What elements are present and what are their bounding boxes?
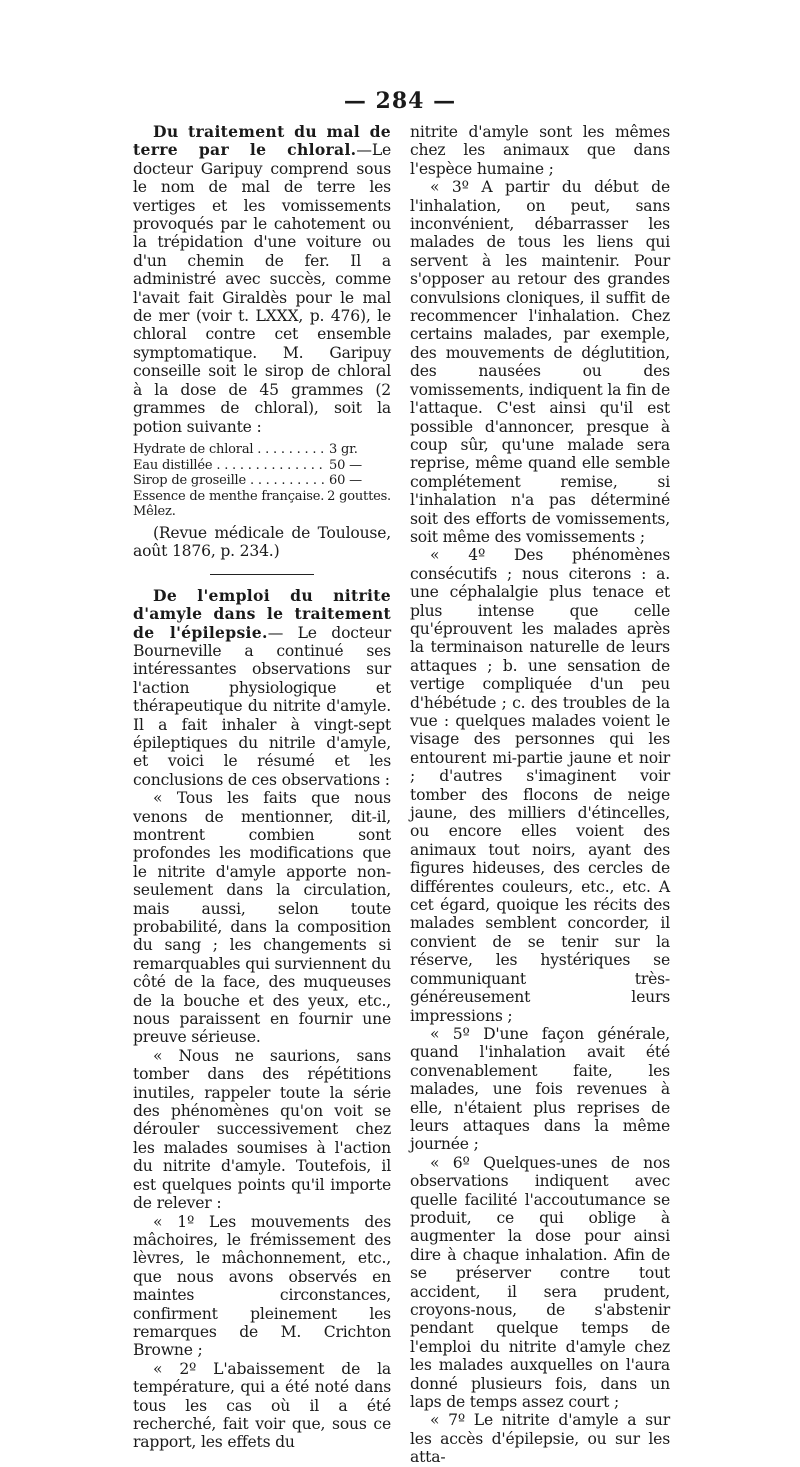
recipe-item: Hydrate de chloral . . . 3 gr. [133,442,391,458]
page-number: — 284 — [343,88,457,114]
recipe-item: Sirop de groseille . . . 60 — [133,473,391,489]
article-heading-nitrite: De l'emploi du nitrite d'amyle dans le traitement de l'épilepsie. [133,585,391,642]
article-body-chloral: —Le docteur Garipuy comprend sous le nom de mal de terre les vertiges et les vomissements provoqués par le cahotement ou la trépidation d'une voiture ou d'un chemin de fer. Il a administré avec succès, comme l'avait fait Giraldès pour le mal de mer (voir t. LXXX, p. 476), le chloral contre cet ensemble symptomatique. M. Garipuy conseille soit le sirop de chloral à la dose de 45 grammes (2 grammes de chloral), soit la potion suivante : [133,141,391,436]
paragraph: « Nous ne saurions, sans tomber dans des répétitions inutiles, rappeler toute la série des phénomènes qu'on voit se dérouler successivement chez les malades soumises à l'action du nitrite d'amyle. Toutefois, il est quelques points qu'il importe de relever : [133,1046,391,1213]
paragraph: « 2º L'abaissement de la température, qui a été noté dans tous les cas où il a été recherché, fait voir que, sous ce rapport, les effets du [133,1359,391,1452]
paragraph: « 5º D'une façon générale, quand l'inhalation avait été convenablement faite, les malades, une fois revenues à elle, n'étaient plus reprises de leurs attaques dans la même journée ; [410,1024,670,1154]
paragraph: « 3º A partir du début de l'inhalation, on peut, sans inconvénient, débarrasser les malades de tous les liens qui servent à les maintenir. Pour s'opposer au retour des grandes convulsions cloniques, il suffit de recommencer l'inhalation. Chez certains malades, par exemple, des mouvements de déglutition, des nausées ou des vomissements, indiquent la fin de l'attaque. C'est ainsi qu'il est possible d'annoncer, presque à coup sûr, qu'une malade sera reprise, même quand elle semble complétement remise, si l'inhalation n'a pas déterminé soit des efforts de vomissements, soit même des vomissements ; [410,178,670,546]
left-column [133,123,391,1452]
paragraph: « Tous les faits que nous venons de mentionner, dit-il, montrent combien sont profondes les modifications que le nitrite d'amyle apporte non-seulement dans la circulation, mais aussi, selon toute probabilité, dans la composition du sang ; les changements si remarquables qui surviennent du côté de la face, des muqueuses de la bouche et des yeux, etc., nous paraissent en fournir une preuve sérieuse. [133,789,391,1047]
right-column [410,123,670,1467]
paragraph: « 4º Des phénomènes consécutifs ; nous citerons : a. une céphalalgie plus tenace et plus intense que celle qu'éprouvent les malades après la terminaison naturelle de leurs attaques ; b. une sensation de vertige compliquée d'un peu d'hébétude ; c. des troubles de la vue : quelques malades voient le visage des personnes qui les entourent mi-partie jaune et noir ; d'autres s'imaginent voir tomber des flocons de neige jaune, des milliers d'étincelles, ou encore elles voient des animaux tout noirs, ayant des figures hideuses, des cercles de différentes couleurs, etc., etc. A cet égard, quoique les récits des malades semblent concorder, il convient de se tenir sur la réserve, les hystériques se communiquant très-généreusement leurs impressions ; [410,546,670,1025]
recipe-item: Eau distillée . . . 50 — [133,458,391,474]
recipe-list [133,442,391,520]
paragraph-continuation: nitrite d'amyle sont les mêmes chez les animaux que dans l'espèce humaine ; [410,123,670,178]
article-nitrite-intro [133,587,391,789]
paragraph: « 6º Quelques-unes de nos observations indiquent avec quelle facilité l'accoutumance se produit, ce qui oblige à augmenter la dose pour ainsi dire à chaque inhalation. Afin de se préserver contre tout accident, il sera prudent, croyons-nous, de s'abstenir pendant quelque temps de l'emploi du nitrite d'amyle chez les malades auxquelles on l'aura donné plusieurs fois, dans un laps de temps assez court ; [410,1153,670,1412]
article-chloral [133,123,391,436]
paragraph: « 7º Le nitrite d'amyle a sur les accès d'épilepsie, ou sur les atta- [410,1411,670,1467]
recipe-item-final: Mêlez. [133,504,176,520]
article-source: (Revue médicale de Toulouse, août 1876, p. 234.) [133,523,391,561]
article-intro-text: — Le docteur Bourneville a continué ses intéressantes observations sur l'action physiologique et thérapeutique du nitrite d'amyle. Il a fait inhaler à vingt-sept épileptiques du nitrile d'amyle, et voici le résumé et les conclusions de ces observations : [133,623,391,789]
article-heading-chloral: Du traitement du mal de terre par le chloral. [133,122,391,160]
recipe-item: Essence de menthe française. . . . 2 gouttes. [133,489,391,505]
paragraph: « 1º Les mouvements des mâchoires, le frémissement des lèvres, le mâchonnement, etc., que nous avons observés en maintes circonstances, confirment pleinement les remarques de M. Crichton Browne ; [133,1212,391,1360]
section-divider [210,574,314,575]
